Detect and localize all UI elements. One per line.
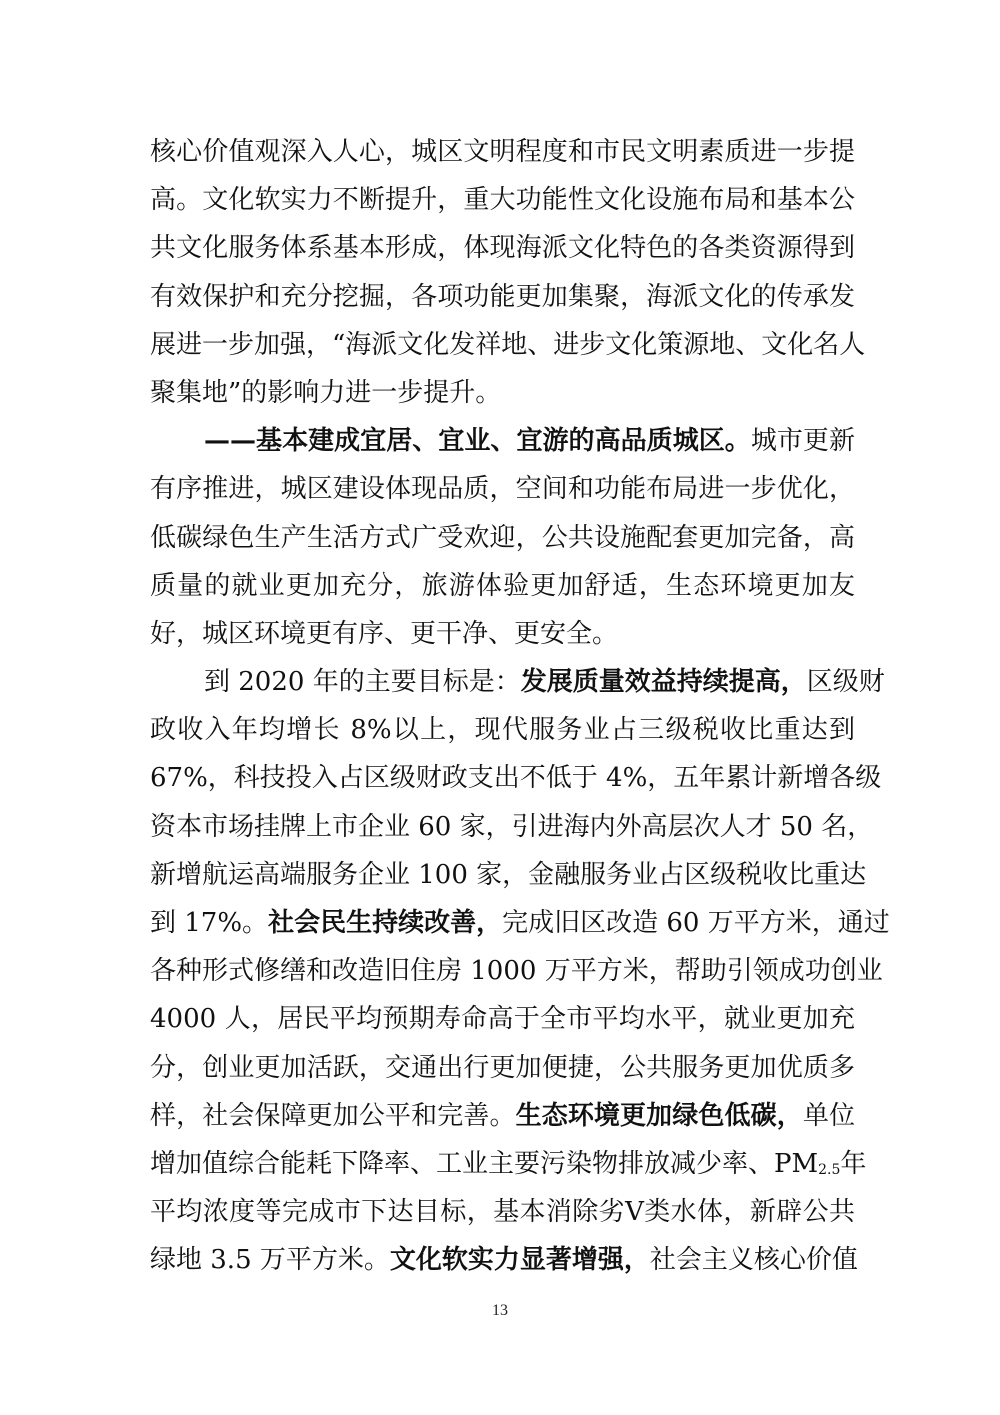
text-line: 资本市场挂牌上市企业 60 家，引进海内外高层次人才 50 名， (150, 811, 874, 842)
bold-heading: 发展质量效益持续提高， (520, 667, 807, 698)
text-span: 完成旧区改造 60 万平方米，通过 (502, 908, 890, 938)
text-span: 增加值综合能耗下降率、工业主要污染物排放减少率、PM (150, 1148, 819, 1179)
text-line: 展进一步加强，“海派文化发祥地、进步文化策源地、文化名人 (150, 329, 866, 360)
bold-heading: 文化软实力显著增强， (389, 1245, 650, 1276)
bold-heading: 社会民生持续改善， (268, 908, 503, 938)
text-line: 有效保护和充分挖掘，各项功能更加集聚，海派文化的传承发 (150, 281, 855, 312)
text-span: 社会主义核心价值 (649, 1245, 858, 1276)
text-span: 到 2020 年的主要目标是： (204, 667, 521, 698)
text-line: 平均浓度等完成市下达目标，基本消除劣Ⅴ类水体，新辟公共 (150, 1197, 855, 1228)
paragraph-2 (150, 417, 855, 658)
text-line: 有序推进，城区建设体现品质，空间和功能布局进一步优化， (150, 474, 855, 505)
text-line (150, 899, 890, 947)
text-line: 新增航运高端服务企业 100 家，金融服务业占区级税收比重达 (150, 859, 867, 890)
text-line: 核心价值观深入人心，城区文明程度和市民文明素质进一步提 (150, 137, 855, 167)
bold-heading: 生态环境更加绿色低碳， (515, 1100, 803, 1131)
page-number: 13 (492, 1302, 508, 1319)
text-line (150, 1092, 855, 1140)
text-line: 政收入年均增长 8%以上，现代服务业占三级税收比重达到 (150, 715, 855, 746)
section-heading: ——基本建成宜居、宜业、宜游的高品质城区。 (204, 426, 751, 457)
text-line: 67%，科技投入占区级财政支出不低于 4%，五年累计新增各级 (150, 763, 882, 794)
text-line (150, 1236, 858, 1284)
text-line (150, 417, 855, 465)
text-line: 质量的就业更加充分，旅游体验更加舒适，生态环境更加友 (150, 570, 855, 601)
text-line: 共文化服务体系基本形成，体现海派文化特色的各类资源得到 (150, 233, 855, 264)
text-span: 样，社会保障更加公平和完善。 (150, 1100, 516, 1131)
text-line: 4000 人，居民平均预期寿命高于全市平均水平，就业更加充 (150, 1004, 855, 1035)
text-line: 好，城区环境更有序、更干净、更安全。 (150, 618, 619, 649)
text-span: 年 (840, 1148, 867, 1179)
text-span: 绿地 3.5 万平方米。 (150, 1245, 390, 1276)
subscript: 2.5 (818, 1161, 841, 1178)
text-line: 各种形式修缮和改造旧住房 1000 万平方米，帮助引领成功创业 (150, 956, 883, 987)
text-span: 单位 (802, 1100, 855, 1131)
text-line: 低碳绿色生产生活方式广受欢迎，公共设施配套更加完备，高 (150, 522, 855, 553)
text-line (150, 1140, 867, 1188)
text-span: 区级财 (806, 667, 885, 698)
text-line (150, 658, 885, 706)
paragraph-3 (150, 658, 890, 1284)
text-span: 城市更新 (750, 426, 855, 457)
text-span: 到 17%。 (150, 908, 269, 938)
document-body (150, 128, 890, 1285)
paragraph-1 (150, 128, 866, 417)
text-line: 高。文化软实力不断提升，重大功能性文化设施布局和基本公 (150, 185, 855, 216)
text-line: 聚集地”的影响力进一步提升。 (150, 377, 502, 408)
text-line: 分，创业更加活跃，交通出行更加便捷，公共服务更加优质多 (150, 1052, 855, 1083)
